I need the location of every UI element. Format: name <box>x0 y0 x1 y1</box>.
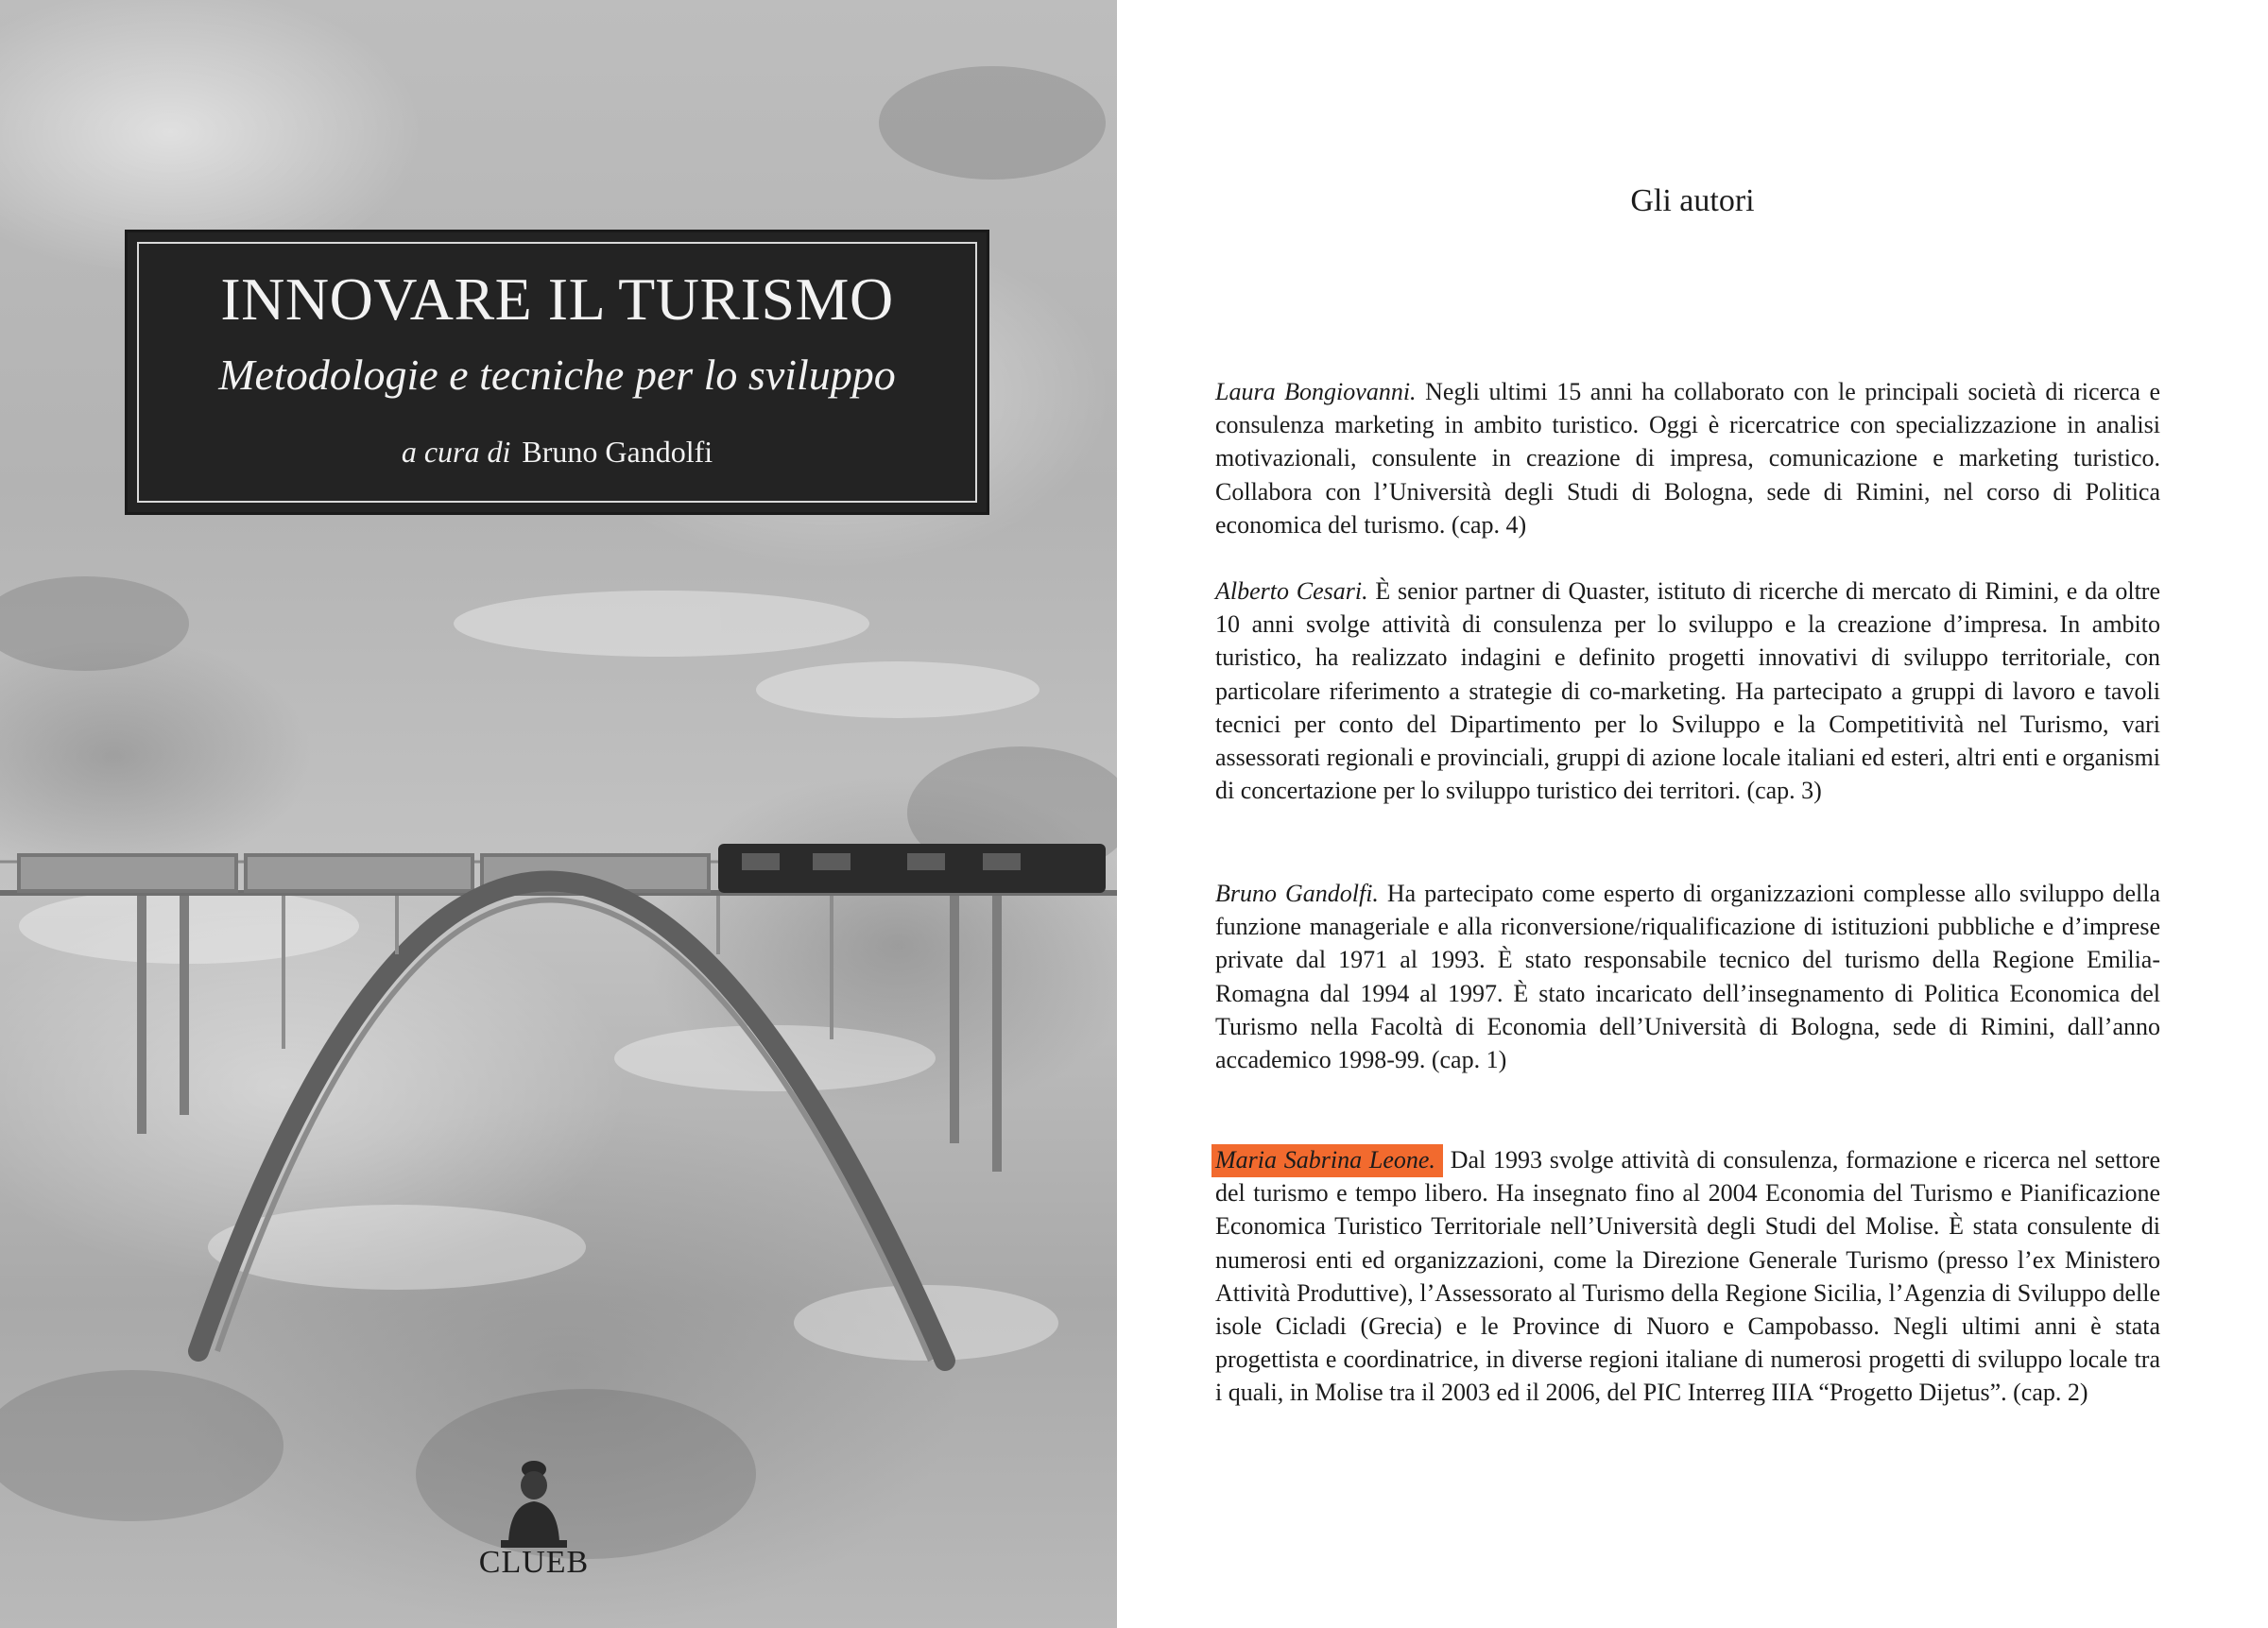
author-bio-text: Ha partecipato come esperto di organizzazioni complesse allo sviluppo della funzione manageriale e alla riconversione/riqualificazione di istituzioni pubbliche e d’imprese private dal 1971 al 1993. È stato responsabile tecnico del turismo della Regione Emilia-Romagna dal 1994 al 1997. È stato incaricato dell’insegnamento di Politica Economica del Turismo nella Facoltà di Economia dell’Università di Bologna, sede di Rimini, dall’anno accademico 1998-99. (cap. 1) <box>1215 880 2161 1074</box>
author-name: Alberto Cesari. <box>1215 577 1368 605</box>
author-bio <box>1215 1143 2160 1410</box>
author-bio <box>1215 375 2160 541</box>
cover-editor-line <box>128 435 987 470</box>
author-bio-text: Negli ultimi 15 anni ha collaborato con le principali società di ricerca e consulenza marketing in ambito turistico. Oggi è ricercatrice con specializzazione in analisi motivazionali, consulente in creazione di impresa, comunicazione e marketing turistico. Collabora con l’Università degli Studi di Bologna, sede di Rimini, nel corso di Politica economica del turismo. (cap. 4) <box>1215 378 2160 539</box>
cover-title: INNOVARE IL TURISMO <box>220 266 894 333</box>
author-name: Laura Bongiovanni. <box>1215 378 1417 405</box>
author-bio <box>1215 877 2160 1076</box>
publisher-name: CLUEB <box>478 1545 590 1580</box>
cover-editor-name: Bruno Gandolfi <box>522 435 713 469</box>
book-cover <box>0 0 1117 1628</box>
cover-title-box <box>125 230 989 515</box>
highlighted-author-name: Maria Sabrina Leone. <box>1211 1144 1443 1177</box>
page-heading: Gli autori <box>1630 183 1755 218</box>
author-name: Bruno Gandolfi. <box>1215 880 1379 907</box>
cover-subtitle: Metodologie e tecniche per lo sviluppo <box>218 351 896 399</box>
author-bio <box>1215 574 2160 807</box>
author-bio-text: È senior partner di Quaster, istituto di ricerche di mercato di Rimini, e da oltre 10 anni svolge attività di consulenza per lo sviluppo e la creazione d’impresa. In ambito turistico, ha realizzato indagini e definito progetti innovativi di sviluppo territoriale, con particolare riferimento a strategie di co-marketing. Ha partecipato a gruppi di lavoro e tavoli tecnici per conto del Dipartimento per lo Sviluppo e la Competitività nel Turismo, vari assessorati regionali e provinciali, gruppi di azione locale italiani ed esteri, altri enti e organismi di concertazione per lo sviluppo turistico dei territori. (cap. 3) <box>1215 577 2160 805</box>
authors-page <box>1117 0 2268 1628</box>
author-bio-text: Dal 1993 svolge attività di consulenza, formazione e ricerca nel settore del turismo e tempo libero. Ha insegnato fino al 2004 Economia del Turismo e Pianificazione Economica Turistico Territoriale nell’Università degli Studi del Molise. È stata consulente di numerosi enti ed organizzazioni, come la Direzione Generale Turismo (presso l’ex Ministero Attività Produttive), l’Assessorato al Turismo della Regione Sicilia, l’Agenzia di Sviluppo delle isole Cicladi (Grecia) e le Province di Nuoro e Campobasso. Negli ultimi anni è stata progettista e coordinatrice, in diverse regioni italiane di numerosi progetti di sviluppo locale tra i quali, in Molise tra il 2003 ed il 2006, del PIC Interreg IIIA “Progetto Dijetus”. (cap. 2) <box>1215 1146 2160 1407</box>
cover-editor-prefix: a cura di <box>401 435 511 469</box>
